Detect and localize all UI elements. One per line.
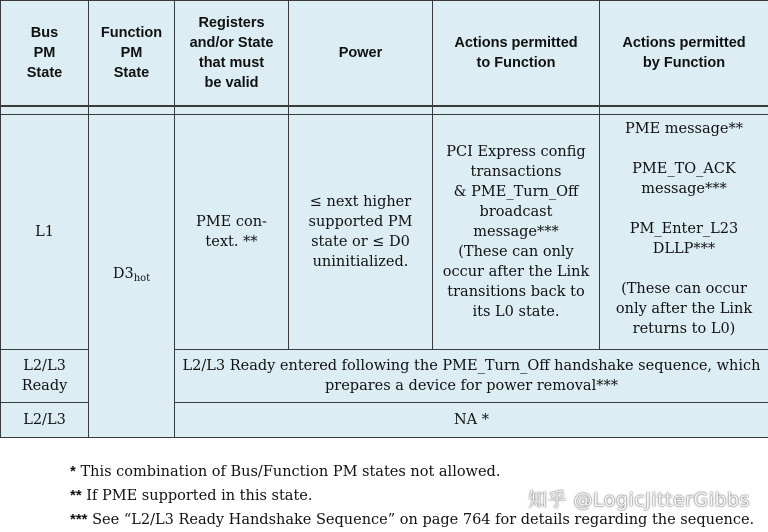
cell-bus-state-l1: L1 xyxy=(1,115,89,350)
cell-actions-by-function-l1: PME message** PME_TO_ACK message*** PM_Enter_L23 DLLP*** (These can occur only after the Link returns to L0) xyxy=(600,115,768,350)
cell-actions-to-function-l1: PCI Express config transactions & PME_Turn_Off broadcast message*** (These can only occur after the Link transitions back to its L0 state. xyxy=(433,115,600,350)
cell-function-state-d3hot: $D3_{hot}$ xyxy=(89,115,175,438)
cell-bus-state-l2l3-ready: L2/L3 Ready xyxy=(1,350,89,403)
footnote-2: ** If PME supported in this state. xyxy=(70,487,313,504)
separator-row xyxy=(1,106,768,115)
header-function-pm-state: Function PM State xyxy=(89,1,175,107)
table-row-l1 xyxy=(1,115,768,350)
header-bus-pm-state: Bus PM State xyxy=(1,1,89,107)
header-power: Power xyxy=(289,1,433,107)
header-row xyxy=(1,1,768,107)
footnote-3: *** See “L2/L3 Ready Handshake Sequence” on page 764 for details regarding the sequence. xyxy=(70,511,755,528)
cell-l2l3-description: NA * xyxy=(175,403,768,438)
footnote-1: * This combination of Bus/Function PM states not allowed. xyxy=(70,463,501,480)
header-registers: Registers and/or State that must be valid xyxy=(175,1,289,107)
cell-registers-l1: PME con- text. ** xyxy=(175,115,289,350)
watermark: 知乎 @LogicJitterGibbs xyxy=(527,489,750,511)
cell-power-l1: ≤ next higher supported PM state or ≤ D0 uninitialized. xyxy=(289,115,433,350)
header-actions-to-function: Actions permitted to Function xyxy=(433,1,600,107)
cell-l2l3-ready-description: L2/L3 Ready entered following the PME_Turn_Off handshake sequence, which prepares a device for power removal*** xyxy=(175,350,768,403)
header-actions-by-function: Actions permitted by Function xyxy=(600,1,768,107)
cell-bus-state-l2l3: L2/L3 xyxy=(1,403,89,438)
